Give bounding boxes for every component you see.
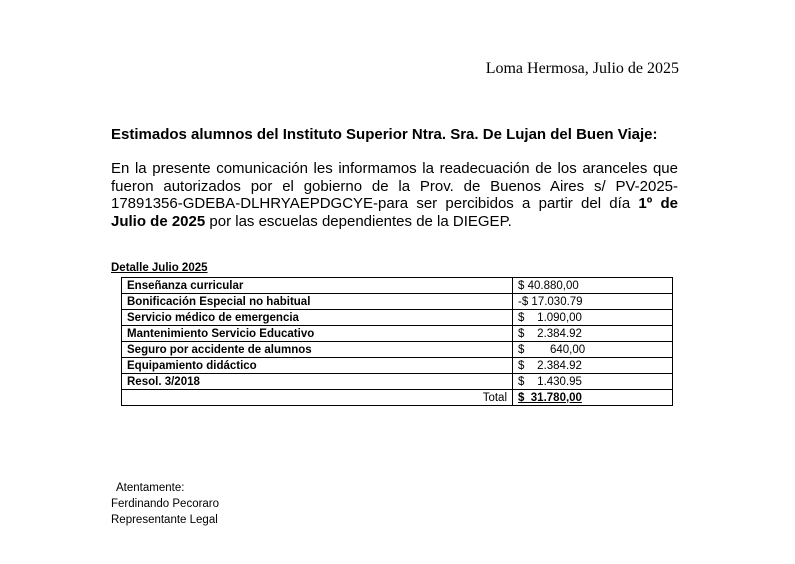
letter-body-effective-date: 1º de Julio de 2025 [111,195,678,230]
fee-concept: Mantenimiento Servicio Educativo [122,326,513,342]
table-row [122,374,673,390]
fee-amount: $ 2.384.92 [513,358,673,374]
signer-role: Representante Legal [111,514,218,526]
total-label: Total [122,390,513,406]
signature-block [111,480,219,528]
fee-amount: $ 40.880,00 [513,278,673,294]
signer-name: Ferdinando Pecoraro [111,498,220,510]
letter-body-text-end: por las escuelas dependientes de la DIEGEP. [205,212,512,230]
table-row [122,294,673,310]
table-row [122,278,673,294]
table-caption: Detalle Julio 2025 [111,262,208,274]
total-row [122,390,673,406]
total-amount: $ 31.780,00 [513,390,673,406]
date-line: Loma Hermosa, Julio de 2025 [485,60,679,77]
fee-concept: Seguro por accidente de alumnos [122,342,513,358]
table-row [122,310,673,326]
letter-greeting: Estimados alumnos del Instituto Superior Ntra. Sra. De Lujan del Buen Viaje: [111,126,658,143]
fee-amount: -$ 17.030.79 [513,294,673,310]
fees-table [121,277,673,406]
fee-concept: Enseñanza curricular [122,278,513,294]
letter-body [111,160,678,230]
fee-amount: $ 640,00 [513,342,673,358]
table-row [122,342,673,358]
fee-concept: Servicio médico de emergencia [122,310,513,326]
fee-concept: Resol. 3/2018 [122,374,513,390]
table-row [122,326,673,342]
signature-closing: Atentamente: [116,482,185,494]
fee-amount: $ 2.384.92 [513,326,673,342]
table-row [122,358,673,374]
letter-body-text-start: En la presente comunicación les informamos la readecuación de los aranceles que fueron autorizados por el gobierno de la Prov. de Buenos Aires s/ PV-2025- 17891356-GDEBA-DLHRYAEPDGCYE-para ser percibidos a partir del día [111,160,678,212]
fee-amount: $ 1.430.95 [513,374,673,390]
fee-concept: Bonificación Especial no habitual [122,294,513,310]
fee-concept: Equipamiento didáctico [122,358,513,374]
fee-amount: $ 1.090,00 [513,310,673,326]
